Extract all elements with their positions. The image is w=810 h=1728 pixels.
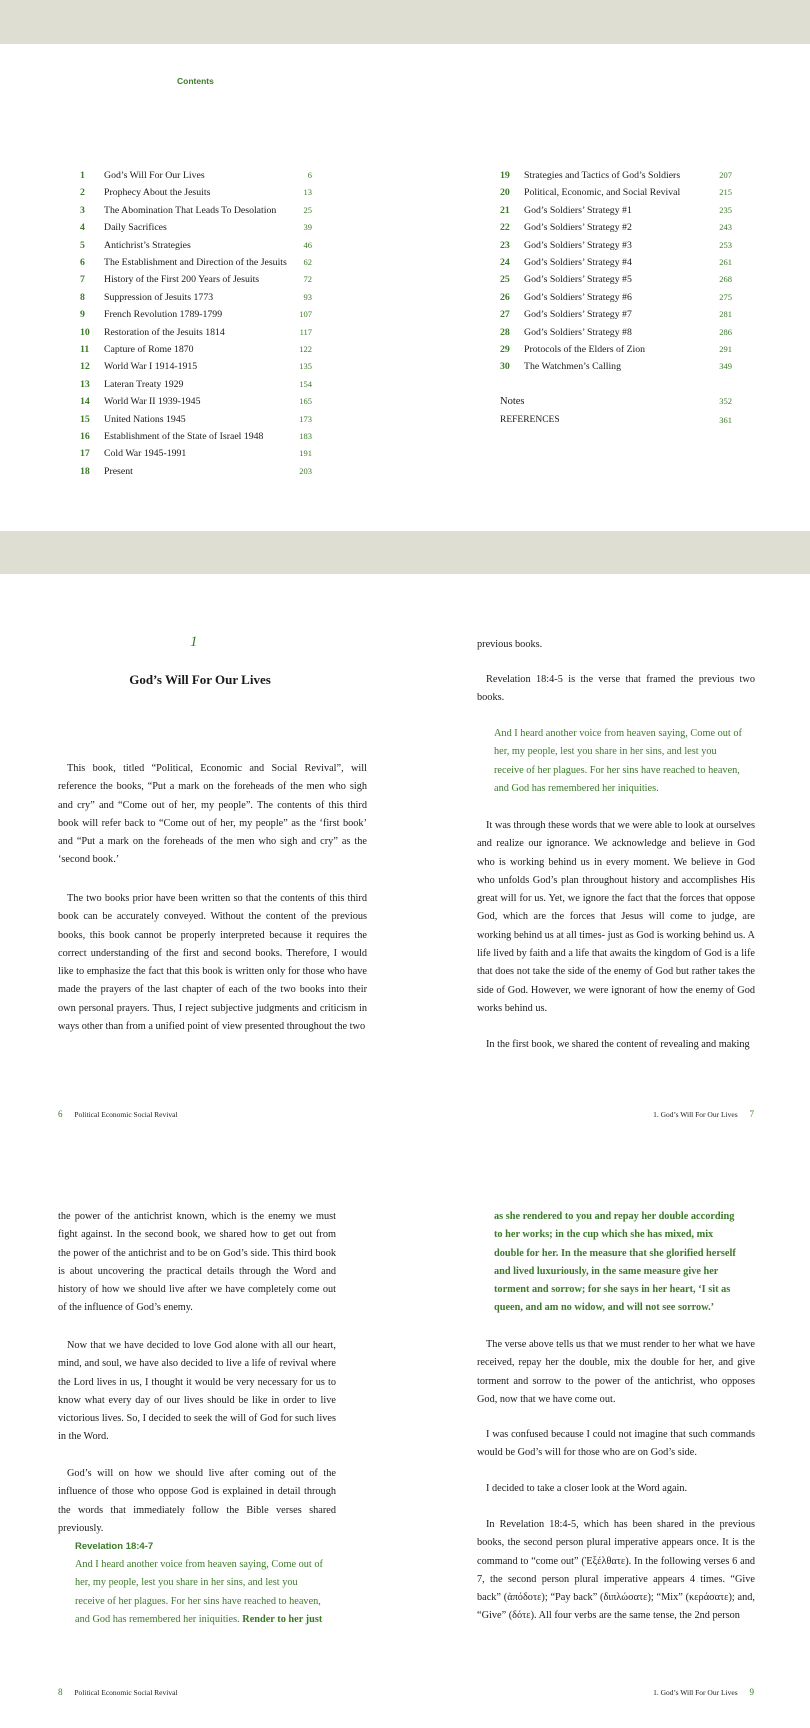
page9-running-title: 1. God’s Will For Our Lives xyxy=(653,1688,738,1697)
toc-chapter-title: Political, Economic, and Social Revival xyxy=(524,187,681,199)
toc-chapter-number: 29 xyxy=(500,344,510,355)
page8-quote xyxy=(75,1556,325,1629)
toc-page-number: 46 xyxy=(303,239,312,250)
toc-page-number: 291 xyxy=(719,344,732,354)
page7-quote: And I heard another voice from heaven saying, Come out of her, my people, lest you share in her sins, and lest you receive of her plagues. For her sins have reached to heaven, and God has remembered her iniquities. xyxy=(494,728,742,794)
toc-page-number: 13 xyxy=(303,187,312,198)
page9-quote: as she rendered to you and repay her double according to her works; in the cup which she has mixed, mix double for her. In the measure that she glorified herself and lived luxuriously, in the same measure give her torment and sorrow; for she says in her heart, ‘I sit as queen, and am no widow, and will not see sorrow.’ xyxy=(494,1211,736,1314)
page8-running-title: Political Economic Social Revival xyxy=(74,1688,178,1697)
toc-row[interactable] xyxy=(80,358,312,375)
toc-row[interactable] xyxy=(80,202,312,219)
toc-chapter-number: 19 xyxy=(500,170,510,181)
page6-footer xyxy=(58,1109,177,1119)
toc-row[interactable] xyxy=(80,271,312,288)
toc-page-number: 173 xyxy=(299,413,312,424)
toc-row[interactable] xyxy=(80,428,312,445)
toc-chapter-title: World War I 1914-1915 xyxy=(104,361,198,373)
toc-chapter-number: 25 xyxy=(500,274,510,286)
toc-row[interactable] xyxy=(80,324,312,341)
toc-chapter-title: God’s Soldiers’ Strategy #8 xyxy=(524,326,632,338)
toc-chapter-number: 13 xyxy=(80,378,90,390)
toc-chapter-number: 20 xyxy=(500,187,510,199)
page7-paragraph-3: In the first book, we shared the content of revealing and making xyxy=(486,1039,750,1050)
toc-row[interactable] xyxy=(80,219,312,236)
page7-footer xyxy=(653,1109,754,1119)
toc-page-number: 107 xyxy=(299,309,312,320)
toc-page-number: 253 xyxy=(719,239,732,250)
toc-chapter-title: God’s Soldiers’ Strategy #3 xyxy=(524,239,632,251)
toc-row[interactable] xyxy=(80,306,312,323)
page7-paragraph-1: Revelation 18:4-5 is the verse that framed the previous two books. xyxy=(477,674,755,704)
toc-chapter-title: Cold War 1945-1991 xyxy=(104,448,187,460)
toc-chapter-number: 10 xyxy=(80,326,90,338)
toc-row[interactable] xyxy=(80,463,312,480)
toc-chapter-number: 30 xyxy=(500,361,510,373)
toc-chapter-number: 6 xyxy=(80,257,85,268)
toc-notes-page: 352 xyxy=(719,396,732,406)
toc-chapter-number: 7 xyxy=(80,274,85,286)
middle-band xyxy=(0,531,810,574)
toc-row[interactable] xyxy=(500,306,732,323)
toc-chapter-title: French Revolution 1789-1799 xyxy=(104,309,223,321)
toc-row[interactable] xyxy=(80,445,312,462)
toc-page-number: 62 xyxy=(303,257,312,267)
toc-chapter-number: 27 xyxy=(500,309,510,321)
toc-chapter-title: Present xyxy=(104,465,133,477)
top-band xyxy=(0,0,810,44)
toc-chapter-title: God’s Soldiers’ Strategy #1 xyxy=(524,204,632,216)
toc-chapter-number: 9 xyxy=(80,309,85,321)
toc-chapter-number: 28 xyxy=(500,326,510,338)
toc-chapter-title: God’s Soldiers’ Strategy #6 xyxy=(524,291,632,303)
page8-footer xyxy=(58,1687,177,1697)
toc-row[interactable] xyxy=(500,237,732,254)
chapter-number: 1 xyxy=(190,634,198,650)
toc-row[interactable] xyxy=(80,289,312,306)
page9-number: 9 xyxy=(749,1687,754,1697)
toc-row[interactable] xyxy=(500,184,732,201)
toc-chapter-title: God’s Soldiers’ Strategy #2 xyxy=(524,222,632,234)
toc-row[interactable] xyxy=(500,202,732,219)
page6-number: 6 xyxy=(58,1109,63,1119)
page8-revelation-heading: Revelation 18:4-7 xyxy=(75,1541,154,1552)
toc-chapter-number: 22 xyxy=(500,222,510,234)
toc-page-number: 207 xyxy=(719,170,732,180)
toc-page-number: 39 xyxy=(303,222,312,233)
toc-chapter-number: 21 xyxy=(500,204,510,216)
toc-chapter-title: World War II 1939-1945 xyxy=(104,396,201,408)
toc-chapter-title: Antichrist’s Strategies xyxy=(104,239,191,251)
toc-page-number: 281 xyxy=(719,309,732,320)
toc-chapter-title: Capture of Rome 1870 xyxy=(104,344,194,355)
toc-row[interactable] xyxy=(80,411,312,428)
page9-paragraph-4: In Revelation 18:4-5, which has been shared in the previous books, the second person plural imperative appears once. It is the command to “come out” (Ἐξέλθατε). In the following verses 6 and 7, the second person plural imperative appears 4 times. “Give back” (ἀπόδοτε); “Pay back” (διπλώσατε); “Mix” (κεράσατε); and, “Give” (δότε). All four verbs are the same tense, the 2nd person xyxy=(477,1519,755,1622)
toc-references-title: REFERENCES xyxy=(500,415,560,425)
toc-chapter-number: 23 xyxy=(500,239,510,251)
toc-page-number: 122 xyxy=(299,344,312,354)
toc-page-number: 243 xyxy=(719,222,732,233)
toc-row[interactable] xyxy=(500,254,732,271)
toc-chapter-title: The Abomination That Leads To Desolation xyxy=(104,204,277,216)
toc-page-number: 165 xyxy=(299,396,312,407)
toc-row[interactable] xyxy=(80,184,312,201)
toc-page-number: 268 xyxy=(719,274,732,285)
toc-chapter-number: 18 xyxy=(80,465,90,477)
page9-paragraph-1: The verse above tells us that we must render to her what we have received, repay her the double, mix the double for her, and give torment and sorrow to the power of the antichrist, who opposes God, now that we have come out. xyxy=(477,1339,755,1405)
toc-chapter-number: 3 xyxy=(80,204,85,216)
toc-chapter-title: God’s Soldiers’ Strategy #5 xyxy=(524,274,632,286)
page9-footer xyxy=(653,1687,754,1697)
toc-page-number: 191 xyxy=(299,448,312,459)
toc-page-number: 135 xyxy=(299,361,312,372)
toc-chapter-number: 16 xyxy=(80,431,90,442)
page9-paragraph-2: I was confused because I could not imagine that such commands would be God’s will for those who are on God’s side. xyxy=(477,1429,755,1459)
toc-chapter-title: Strategies and Tactics of God’s Soldiers xyxy=(524,170,681,181)
toc-row[interactable] xyxy=(80,393,312,410)
toc-row[interactable] xyxy=(500,341,732,358)
toc-chapter-title: Daily Sacrifices xyxy=(104,222,167,234)
page8-paragraph-3: God’s will on how we should live after coming out of the influence of those who oppose God is explained in detail through the words that immediately follow the Bible verses shared previously. xyxy=(58,1468,336,1534)
toc-row[interactable] xyxy=(500,167,732,184)
toc-page-number: 215 xyxy=(719,187,732,198)
toc-chapter-title: Protocols of the Elders of Zion xyxy=(524,344,646,355)
toc-chapter-title: Suppression of Jesuits 1773 xyxy=(104,291,214,303)
toc-page-number: 72 xyxy=(303,274,312,285)
toc-notes-title: Notes xyxy=(500,396,525,407)
page7-running-title: 1. God’s Will For Our Lives xyxy=(653,1110,738,1119)
toc-page-number: 349 xyxy=(719,361,732,372)
toc-chapter-number: 12 xyxy=(80,361,90,373)
toc-chapter-title: God’s Soldiers’ Strategy #4 xyxy=(524,257,632,268)
toc-chapter-number: 8 xyxy=(80,291,85,303)
page8-quote-text: And I heard another voice from heaven saying, Come out of her, my people, lest you share in her sins, and lest you receive of her plagues. For her sins have reached to heaven, and God has remembered her iniquities. xyxy=(75,1559,323,1625)
toc-page-number: 235 xyxy=(719,204,732,215)
toc-page-number: 286 xyxy=(719,326,732,337)
toc-chapter-title: The Establishment and Direction of the Jesuits xyxy=(104,257,287,268)
toc-chapter-title: Prophecy About the Jesuits xyxy=(104,187,211,199)
page8-number: 8 xyxy=(58,1687,63,1697)
toc-chapter-title: Lateran Treaty 1929 xyxy=(104,378,184,390)
toc-chapter-number: 26 xyxy=(500,291,510,303)
toc-chapter-number: 17 xyxy=(80,448,90,460)
toc-chapter-number: 4 xyxy=(80,222,85,234)
toc-chapter-number: 1 xyxy=(80,170,85,181)
page8-paragraph-2: Now that we have decided to love God alone with all our heart, mind, and soul, we have also decided to live a life of revival where the Lord lives in us, I thought it would be very necessary for us to know what every day of our lives should be like in order to live victorious lives. So, I decided to seek the will of God for such lives in the Word. xyxy=(58,1340,336,1443)
toc-chapter-number: 11 xyxy=(80,344,90,355)
page7-paragraph-2: It was through these words that we were able to look at ourselves and realize our ignorance. We acknowledge and believe in God who is working behind us in every moment. We believe in God who unfolds God’s plan throughout history and accomplishes His great will for us. Yet, we ignore the fact that the forces that oppose God, which are the forces that Jesus will come to judge, are working behind us at all times- just as God is working behind us. A life lived by faith and a life that awaits the kingdom of God is a life that does not take the side of the enemy of God but rather takes the side of God. However, we were ignorant of how the enemy of God works behind us. xyxy=(477,820,755,1014)
contents-title: Contents xyxy=(177,76,214,86)
toc-page-number: 203 xyxy=(299,465,312,476)
toc-chapter-title: God’s Will For Our Lives xyxy=(104,170,205,181)
toc-row[interactable] xyxy=(500,289,732,306)
toc-page-number: 25 xyxy=(303,204,312,215)
toc-chapter-number: 2 xyxy=(80,187,85,199)
page7-number: 7 xyxy=(749,1109,754,1119)
page8-quote-bold: Render to her just xyxy=(242,1613,323,1625)
toc-chapter-title: Establishment of the State of Israel 1948 xyxy=(104,431,264,442)
toc-row[interactable] xyxy=(80,254,312,271)
toc-page-number: 183 xyxy=(299,431,312,441)
chapter-title: God’s Will For Our Lives xyxy=(129,672,271,687)
toc-row[interactable] xyxy=(80,341,312,358)
toc-row[interactable] xyxy=(500,219,732,236)
page6-running-title: Political Economic Social Revival xyxy=(74,1110,178,1119)
toc-row[interactable] xyxy=(80,167,312,184)
toc-chapter-number: 24 xyxy=(500,257,510,268)
toc-page-number: 261 xyxy=(719,257,732,267)
toc-row[interactable] xyxy=(500,324,732,341)
page7-paragraph-0: previous books. xyxy=(477,639,543,650)
toc-chapter-number: 5 xyxy=(80,239,85,251)
toc-chapter-title: God’s Soldiers’ Strategy #7 xyxy=(524,309,632,321)
toc-notes[interactable] xyxy=(500,393,732,410)
toc-chapter-title: Restoration of the Jesuits 1814 xyxy=(104,326,225,338)
toc-chapter-title: History of the First 200 Years of Jesuits xyxy=(104,274,260,286)
page6-paragraph-2: The two books prior have been written so that the contents of this third book can be accurately conveyed. Without the content of the previous books, this book cannot be properly interpreted because it requires the correct understanding of the first and second books. Therefore, I would like to emphasize the fact that this book is written only for those who have made the prayers of the last chapter of each of the two books into their own personal prayers. Thus, I reject subjective judgments and criticism in ways other than from a unified point of view presented throughout the two xyxy=(58,893,367,1033)
toc-chapter-number: 14 xyxy=(80,396,90,408)
page6-paragraph-1: This book, titled “Political, Economic and Social Revival”, will reference the books, “Put a mark on the foreheads of the men who sigh and cry” and “Come out of her, my people”. The contents of this third book will refer back to “Come out of her, my people” as the ‘first book’ and “Put a mark on the foreheads of the men who sigh and cry” as the ‘second book.’ xyxy=(58,763,367,866)
toc-chapter-title: The Watchmen’s Calling xyxy=(524,361,621,373)
toc-chapter-number: 15 xyxy=(80,413,90,425)
toc-page-number: 93 xyxy=(303,291,312,302)
toc-row[interactable] xyxy=(80,237,312,254)
page8-paragraph-1: the power of the antichrist known, which is the enemy we must fight against. In the second book, we shared how to get out from the power of the antichrist and to be on God’s side. This third book is about uncovering the practical details through the Word and history of how we should live after we have completely come out of the influence of God’s enemy. xyxy=(58,1211,336,1314)
toc-references-page: 361 xyxy=(719,415,732,425)
toc-chapter-title: United Nations 1945 xyxy=(104,413,186,425)
toc-row[interactable] xyxy=(500,358,732,375)
toc-row[interactable] xyxy=(80,376,312,393)
page9-paragraph-3: I decided to take a closer look at the Word again. xyxy=(486,1483,688,1494)
toc-references[interactable] xyxy=(500,412,732,429)
toc-page-number: 6 xyxy=(307,170,312,180)
toc-row[interactable] xyxy=(500,271,732,288)
toc-page-number: 117 xyxy=(299,326,312,337)
toc-page-number: 154 xyxy=(299,378,312,389)
toc-page-number: 275 xyxy=(719,291,732,302)
